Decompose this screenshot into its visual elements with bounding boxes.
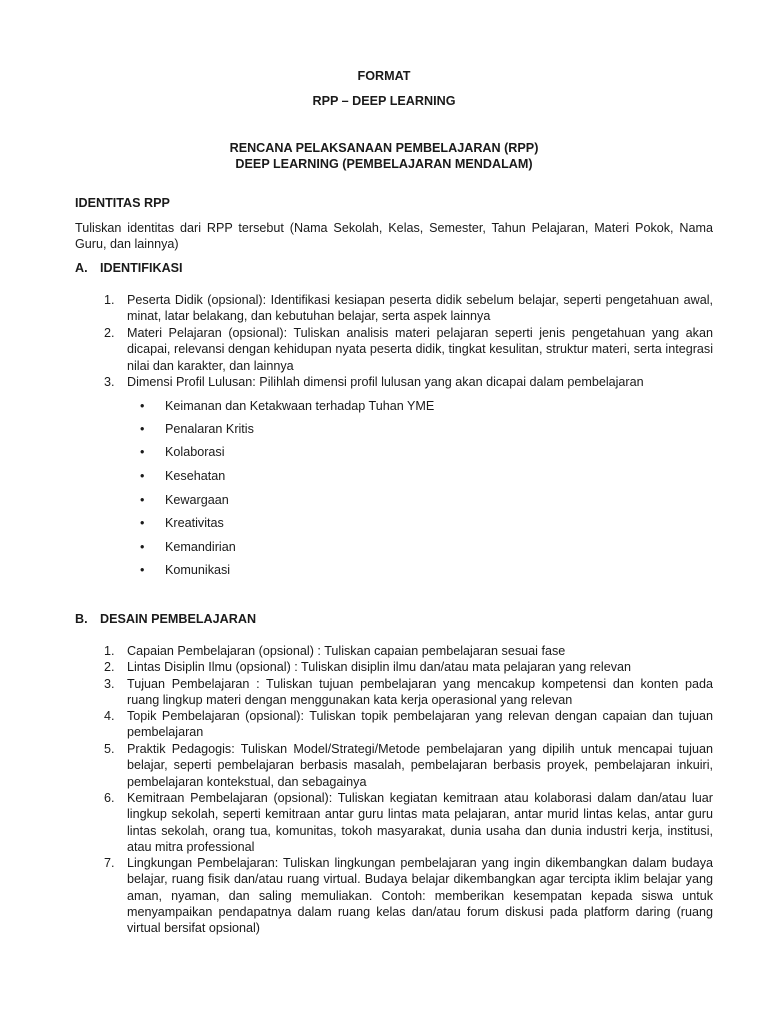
bullet-text: Kreativitas xyxy=(165,516,224,530)
bullet-icon: • xyxy=(140,469,145,483)
doc-subtitle: RPP – DEEP LEARNING xyxy=(312,94,456,108)
section-b-letter: B. xyxy=(75,612,88,626)
list-item-text: Praktik Pedagogis: Tuliskan Model/Strategi/Metode pembelajaran yang dipilih untuk mencapai tujuan belajar, seperti pembelajaran berbasis masalah, pembelajaran berbasis proyek, pembelajaran inkuiri, pembelajaran kontekstual, dan sebagainya xyxy=(127,742,713,789)
list-item-number: 6. xyxy=(104,791,115,805)
list-item-number: 7. xyxy=(104,856,115,870)
list-item xyxy=(104,741,713,790)
list-item-text: Lingkungan Pembelajaran: Tuliskan lingkungan pembelajaran yang ingin dikembangkan dalam budaya belajar, ruang fisik dan/atau ruang virtual. Budaya belajar dikembangkan agar tercipta iklim belajar yang aman, nyaman, dan saling memuliakan. Contoh: memberikan kesempatan kepada siswa untuk menyampaikan pendapatnya dalam ruang kelas dan/atau forum diskusi pada platform daring (ruang virtual bersifat opsional) xyxy=(127,856,713,936)
list-item-number: 1. xyxy=(104,644,115,658)
identitas-text: Tuliskan identitas dari RPP tersebut (Nama Sekolah, Kelas, Semester, Tahun Pelajaran, Materi Pokok, Nama Guru, dan lainnya) xyxy=(75,221,713,252)
list-item-number: 2. xyxy=(104,660,115,674)
list-item-text: Lintas Disiplin Ilmu (opsional) : Tuliskan disiplin ilmu dan/atau mata pelajaran yang relevan xyxy=(127,660,632,674)
list-item-text: Dimensi Profil Lulusan: Pilihlah dimensi profil lulusan yang akan dicapai dalam pembelajaran xyxy=(127,375,644,389)
bullet-text: Kewargaan xyxy=(165,493,229,507)
list-item xyxy=(104,292,713,325)
bullet-text: Kolaborasi xyxy=(165,445,225,459)
bullet-icon: • xyxy=(140,563,145,577)
list-item xyxy=(104,374,713,390)
list-item-text: Capaian Pembelajaran (opsional) : Tuliskan capaian pembelajaran sesuai fase xyxy=(127,644,566,658)
list-item-number: 3. xyxy=(104,375,115,389)
section-a-title: IDENTIFIKASI xyxy=(100,261,183,275)
list-item-number: 5. xyxy=(104,742,115,756)
doc-title-line2: DEEP LEARNING (PEMBELAJARAN MENDALAM) xyxy=(235,157,533,171)
list-item-text: Kemitraan Pembelajaran (opsional): Tuliskan kegiatan kemitraan atau kolaborasi dalam dan/atau luar lingkup sekolah, seperti kemitraan antar guru lintas mata pelajaran, antar murid lintas kelas, antar guru lintas sekolah, orang tua, komunitas, tokoh masyarakat, dunia usaha dan dunia industri kerja, institusi, atau mitra professional xyxy=(127,791,713,854)
list-item xyxy=(104,708,713,741)
bullet-icon: • xyxy=(140,422,145,436)
section-a-letter: A. xyxy=(75,261,88,275)
doc-title-line1: RENCANA PELAKSANAAN PEMBELAJARAN (RPP) xyxy=(229,141,539,155)
list-item-number: 4. xyxy=(104,709,115,723)
identitas-heading: IDENTITAS RPP xyxy=(75,196,170,210)
bullet-text: Kemandirian xyxy=(165,540,236,554)
list-item xyxy=(104,855,713,936)
bullet-text: Keimanan dan Ketakwaan terhadap Tuhan YME xyxy=(165,399,435,413)
bullet-icon: • xyxy=(140,399,145,413)
list-item-text: Peserta Didik (opsional): Identifikasi kesiapan peserta didik sebelum belajar, seperti pengetahuan awal, minat, latar belakang, dan kebutuhan belajar, serta aspek lainnya xyxy=(127,293,713,324)
doc-format-label: FORMAT xyxy=(357,69,411,83)
list-item xyxy=(104,676,713,709)
list-item-text: Topik Pembelajaran (opsional): Tuliskan topik pembelajaran yang relevan dengan capaian dan tujuan pembelajaran xyxy=(127,709,713,740)
list-item-number: 2. xyxy=(104,326,115,340)
bullet-text: Penalaran Kritis xyxy=(165,422,254,436)
bullet-text: Kesehatan xyxy=(165,469,226,483)
section-b-title: DESAIN PEMBELAJARAN xyxy=(100,612,257,626)
list-item-number: 1. xyxy=(104,293,115,307)
list-item xyxy=(104,790,713,855)
list-item xyxy=(104,659,713,675)
bullet-icon: • xyxy=(140,445,145,459)
bullet-icon: • xyxy=(140,493,145,507)
list-item-text: Materi Pelajaran (opsional): Tuliskan analisis materi pelajaran seperti jenis pengetahuan yang akan dicapai, relevansi dengan kehidupan nyata peserta didik, tingkat kesulitan, struktur materi, serta integrasi nilai dan karakter, dan lainnya xyxy=(127,326,713,373)
list-item-number: 3. xyxy=(104,677,115,691)
list-item-text: Tujuan Pembelajaran : Tuliskan tujuan pembelajaran yang mencakup kompetensi dan konten pada ruang lingkup materi dengan menggunakan kata kerja operasional yang relevan xyxy=(127,677,713,708)
bullet-text: Komunikasi xyxy=(165,563,231,577)
list-item xyxy=(104,643,713,659)
bullet-icon: • xyxy=(140,516,145,530)
list-item xyxy=(104,325,713,374)
bullet-icon: • xyxy=(140,540,145,554)
